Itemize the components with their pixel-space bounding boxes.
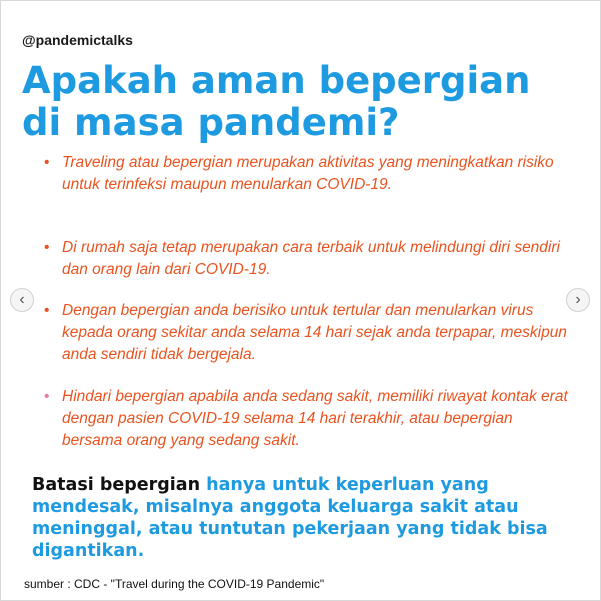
bullet-text: Dengan bepergian anda berisiko untuk tertular dan menularkan virus kepada orang sekitar anda selama 14 hari sejak anda terpapar, meskipun anda sendiri tidak bergejala. [62,302,567,363]
page-title: Apakah aman bepergian di masa pandemi? [22,59,531,144]
account-handle: @pandemictalks [22,32,133,48]
bullet-text: Traveling atau bepergian merupakan aktivitas yang meningkatkan risiko untuk terinfeksi maupun menularkan COVID-19. [62,154,554,193]
closing-rest: hanya untuk keperluan yang mendesak, misalnya anggota keluarga sakit atau meninggal, atau tuntutan pekerjaan yang tidak bisa digantikan. [32,475,548,561]
bullet-dot-icon: • [44,239,50,256]
bullet-text: Hindari bepergian apabila anda sedang sakit, memiliki riwayat kontak erat dengan pasien COVID-19 selama 14 hari terakhir, atau bepergian bersama orang yang sedang sakit. [62,388,568,449]
previous-slide-button[interactable] [10,288,34,312]
bullet-dot-icon: • [44,154,50,171]
list-item [44,152,574,218]
chevron-left-icon: ‹ [19,291,25,308]
chevron-right-icon: › [575,291,581,308]
closing-lead: Batasi bepergian [32,475,201,495]
next-slide-button[interactable] [566,288,590,312]
closing-statement [32,474,572,562]
list-item [44,300,574,366]
bullet-dot-icon: • [44,302,50,319]
list-item [44,386,574,452]
list-item [44,237,574,281]
bullet-dot-icon: • [44,388,50,405]
source-citation: sumber : CDC - "Travel during the COVID-19 Pandemic" [24,577,325,591]
bullet-text: Di rumah saja tetap merupakan cara terbaik untuk melindungi diri sendiri dan orang lain dari COVID-19. [62,239,560,278]
bullet-list [44,152,574,471]
